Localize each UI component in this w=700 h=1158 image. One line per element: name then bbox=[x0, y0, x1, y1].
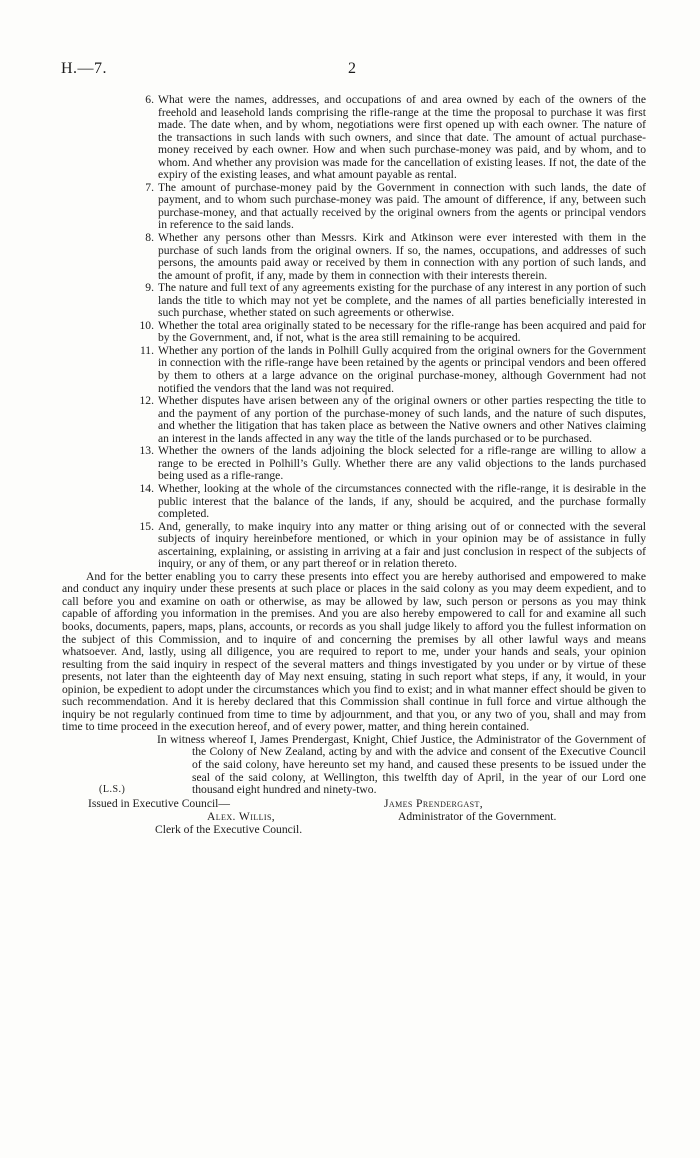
item-number: 8. bbox=[145, 231, 154, 245]
list-item bbox=[62, 445, 646, 483]
item-text: What were the names, addresses, and occupations of and area owned by each of the owners of the freehold and leasehold lands comprising the rifle-range at the time the proposal to purchase it was first made. The date when, and by whom, negotiations were first opened up with each owner. The nature of the transactions in such lands with such owners, and since that date. The amount of actual purchase-money received by each owner. How and when such purchase-money was paid, and by whom, and to whom. And whether any provision was made for the cancellation of existing leases. If not, the date of the expiry of the existing leases, and what amount payable as rental. bbox=[158, 93, 646, 182]
witness-text: In witness whereof I, James Prendergast, Knight, Chief Justice, the Administrator of the Government of the Colony of New Zealand, acting by and with the advice and consent of the Executive Council of the said colony, have hereunto set my hand, and caused these presents to be issued under the seal of the said colony, at Wellington, this twelfth day of April, in the year of our Lord one thousand eight hundred and ninety-two. bbox=[157, 732, 646, 797]
issued-line: Issued in Executive Council— bbox=[88, 796, 230, 810]
page-number: 2 bbox=[348, 60, 356, 77]
item-number: 15. bbox=[139, 519, 154, 533]
item-text: Whether disputes have arisen between any of the original owners or other parties respecting the title to and the payment of any portion of the purchase-money of such lands, and the nature of such disputes, and whether the litigation that has taken place as between the Native owners and other Natives claiming an interest in the lands affected in any way the title of the lands purchased or to be purchased. bbox=[158, 394, 646, 445]
list-item bbox=[62, 232, 646, 282]
list-item bbox=[62, 320, 646, 345]
item-text: Whether the owners of the lands adjoining the block selected for a rifle-range are willing to allow a range to be erected in Polhill’s Gully. Whether there are any valid objections to the lands purchased being used as a rifle-range. bbox=[158, 444, 646, 483]
list-item bbox=[62, 282, 646, 320]
item-number: 11. bbox=[139, 343, 154, 357]
list-item bbox=[62, 483, 646, 521]
list-item bbox=[62, 182, 646, 232]
inquiry-list bbox=[62, 94, 646, 571]
document-body bbox=[62, 94, 646, 848]
document-reference: H.—7. bbox=[61, 60, 108, 77]
item-number: 7. bbox=[145, 180, 154, 194]
item-number: 12. bbox=[139, 394, 154, 408]
item-text: And, generally, to make inquiry into any matter or thing arising out of or connected with the several subjects of inquiry hereinbefore mentioned, or which in your opinion may be of assistance in fully ascertaining, explaining, or assisting in arriving at a fair and just conclusion in respect of the subjects of inquiry, or any of them, or any part thereof or in relation thereto. bbox=[158, 519, 646, 571]
list-item bbox=[62, 345, 646, 395]
witness-clause bbox=[62, 734, 646, 797]
item-number: 9. bbox=[145, 281, 154, 295]
item-text: Whether, looking at the whole of the circumstances connected with the rifle-range, it is desirable in the public interest that the balance of the lands, if any, should be acquired, and the purchase formally completed. bbox=[158, 481, 646, 521]
administrator-title: Administrator of the Government. bbox=[398, 809, 557, 823]
clerk-name: Alex. Willis, bbox=[207, 809, 276, 823]
item-number: 6. bbox=[145, 93, 154, 106]
item-number: 14. bbox=[139, 481, 154, 495]
item-number: 13. bbox=[139, 444, 154, 458]
item-text: Whether any persons other than Messrs. Kirk and Atkinson were ever interested with them in the purchase of such lands from the original owners. If so, the names, occupations, and addresses of such persons, the amounts paid away or received by them in connection with any portion of such lands, and the amount of profit, if any, made by them in connection with their interests therein. bbox=[158, 231, 646, 282]
item-text: The nature and full text of any agreements existing for the purchase of any interest in any portion of such lands the title to which may not yet be complete, and the names of all parties beneficially interested in such purchase, whether stated on such agreements or otherwise. bbox=[158, 281, 646, 320]
administrator-name: James Prendergast, bbox=[384, 796, 484, 810]
signature-block bbox=[62, 798, 646, 848]
item-text: Whether any portion of the lands in Polhill Gully acquired from the original owners for the Government in connection with the rifle-range have been retained by the agents or principal vendors and been offered by them to others at a large advance on the original purchase-money, although Government had not notified the vendors that the land was not required. bbox=[158, 343, 646, 395]
seal-mark: (L.S.) bbox=[99, 783, 126, 795]
clerk-title: Clerk of the Executive Council. bbox=[155, 822, 303, 836]
body-paragraph: And for the better enabling you to carry these presents into effect you are hereby authorised and empowered to make and conduct any inquiry under these presents at such place or places in the said colony as you may deem expedient, and to call before you and examine on oath or otherwise, as may be allowed by law, such person or persons as you may think capable of affording you information in the premises. And you are also hereby empowered to call for and examine all such books, documents, papers, maps, plans, accounts, or records as you shall judge likely to afford you the fullest information on the subject of this Commission, and to inquire of and concerning the premises by all other lawful ways and means whatsoever. And, lastly, using all diligence, you are required to report to me, under your hands and seals, your opinion resulting from the said inquiry in respect of the several matters and things investigated by you under or by virtue of these presents, not later than the eighteenth day of May next ensuing, stating in such report what steps, if any, it would, in your opinion, be expedient to adopt under the circumstances which you find to exist; and in what manner effect should be given to such recommendation. And it is hereby declared that this Commission shall continue in full force and virtue although the inquiry be not regularly continued from time to time by adjournment, and that you, or any two of you, shall and may from time to time proceed in the execution hereof, and of every power, matter, and thing herein contained. bbox=[62, 569, 646, 734]
item-text: The amount of purchase-money paid by the Government in connection with such lands, the date of payment, and to whom such purchase-money was paid. The amount of difference, if any, between such purchase-money, and that actually received by the original owners from the agents or principal vendors in reference to the said lands. bbox=[158, 180, 646, 232]
list-item bbox=[62, 395, 646, 445]
item-text: Whether the total area originally stated to be necessary for the rifle-range has been acquired and paid for by the Government, and, if not, what is the area still remaining to be acquired. bbox=[158, 318, 646, 345]
item-number: 10. bbox=[139, 318, 154, 332]
list-item bbox=[62, 94, 646, 182]
list-item bbox=[62, 521, 646, 571]
